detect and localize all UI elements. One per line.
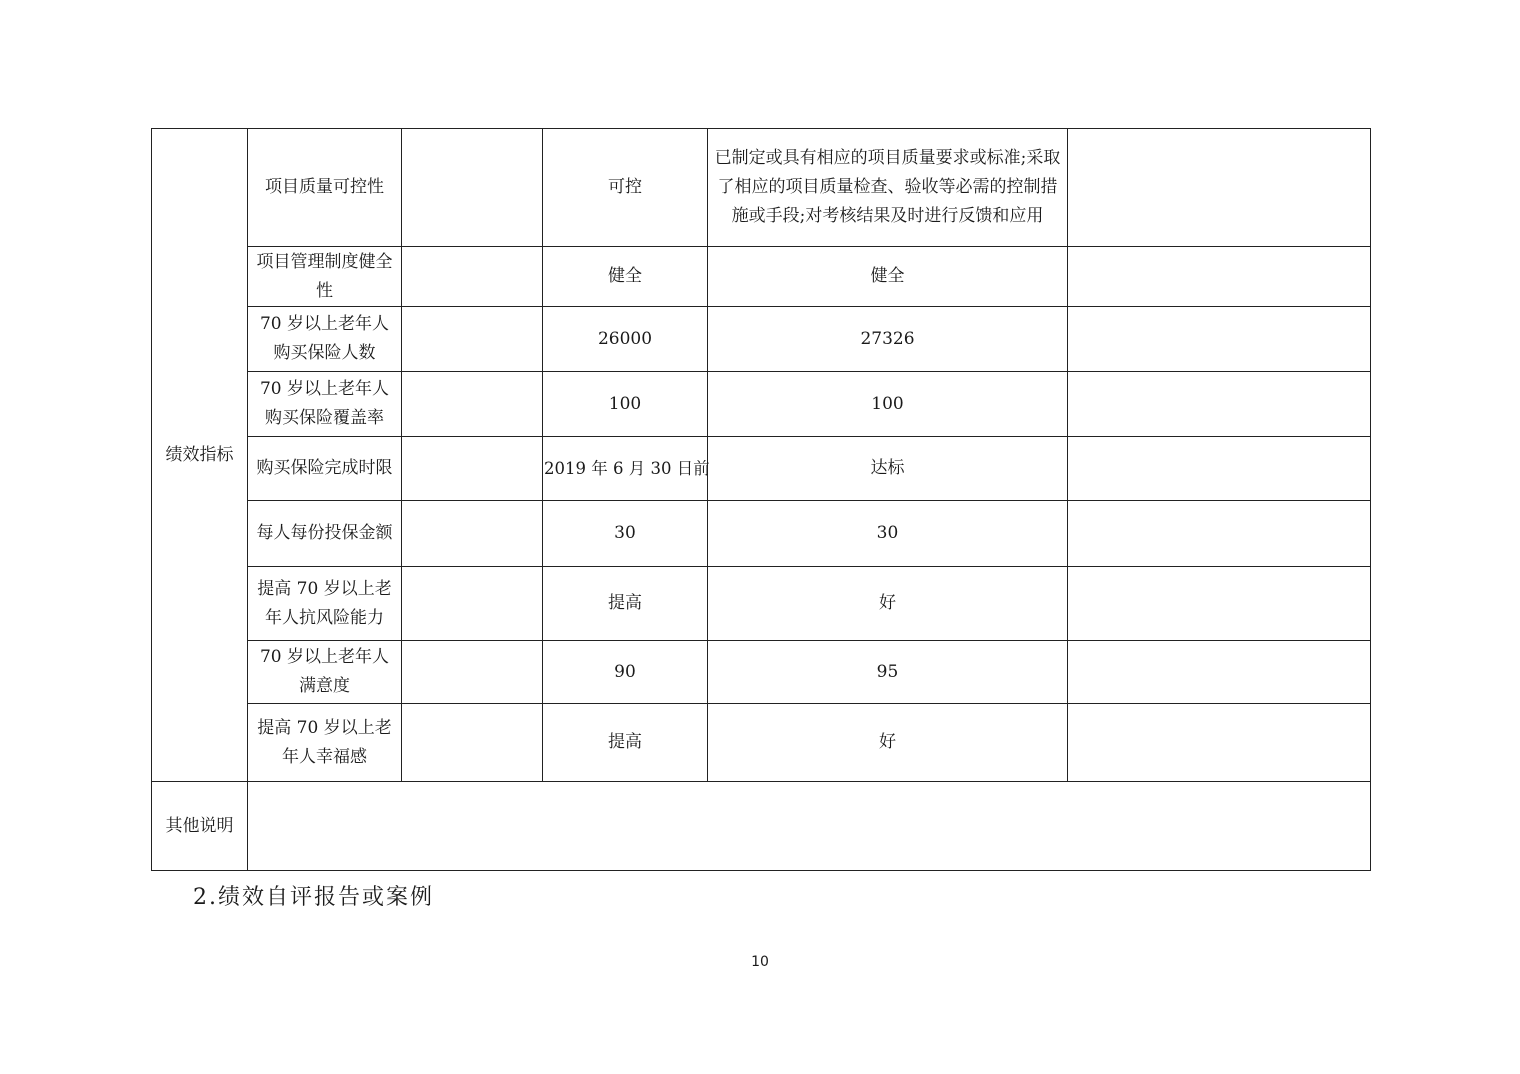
table-row-other [152, 782, 1371, 871]
indicator-cell: 70 岁以上老年人满意度 [248, 641, 402, 704]
note-cell [1068, 501, 1371, 567]
other-value-cell [248, 782, 1371, 871]
actual-cell: 30 [708, 501, 1068, 567]
actual-cell: 100 [708, 372, 1068, 437]
target-cell: 提高 [543, 567, 708, 641]
indicator-cell: 70 岁以上老年人购买保险人数 [248, 307, 402, 372]
blank-cell [402, 567, 543, 641]
other-label-cell: 其他说明 [152, 782, 248, 871]
table-row [152, 437, 1371, 501]
note-cell [1068, 437, 1371, 501]
target-cell: 90 [543, 641, 708, 704]
category-cell: 绩效指标 [152, 129, 248, 782]
actual-cell: 27326 [708, 307, 1068, 372]
section-heading: 2.绩效自评报告或案例 [193, 885, 434, 910]
indicator-cell: 项目管理制度健全性 [248, 247, 402, 307]
table-row [152, 247, 1371, 307]
table-row [152, 372, 1371, 437]
table-row [152, 567, 1371, 641]
indicator-cell: 项目质量可控性 [248, 129, 402, 247]
blank-cell [402, 372, 543, 437]
blank-cell [402, 129, 543, 247]
note-cell [1068, 247, 1371, 307]
table-row [152, 501, 1371, 567]
actual-cell: 好 [708, 704, 1068, 782]
target-cell: 提高 [543, 704, 708, 782]
blank-cell [402, 307, 543, 372]
blank-cell [402, 437, 543, 501]
blank-cell [402, 501, 543, 567]
blank-cell [402, 704, 543, 782]
indicator-cell: 购买保险完成时限 [248, 437, 402, 501]
note-cell [1068, 567, 1371, 641]
table-row [152, 704, 1371, 782]
indicator-cell: 每人每份投保金额 [248, 501, 402, 567]
actual-cell: 95 [708, 641, 1068, 704]
indicator-cell: 70 岁以上老年人购买保险覆盖率 [248, 372, 402, 437]
note-cell [1068, 641, 1371, 704]
indicator-cell: 提高 70 岁以上老年人幸福感 [248, 704, 402, 782]
target-cell: 健全 [543, 247, 708, 307]
blank-cell [402, 247, 543, 307]
blank-cell [402, 641, 543, 704]
actual-cell: 好 [708, 567, 1068, 641]
table-row [152, 641, 1371, 704]
performance-indicator-table [151, 128, 1371, 871]
actual-cell: 已制定或具有相应的项目质量要求或标准;采取了相应的项目质量检查、验收等必需的控制措施或手段;对考核结果及时进行反馈和应用 [708, 129, 1068, 247]
target-cell: 100 [543, 372, 708, 437]
note-cell [1068, 307, 1371, 372]
target-cell: 2019 年 6 月 30 日前 [543, 437, 708, 501]
actual-cell: 达标 [708, 437, 1068, 501]
actual-cell: 健全 [708, 247, 1068, 307]
table-row [152, 307, 1371, 372]
note-cell [1068, 704, 1371, 782]
table-row [152, 129, 1371, 247]
page-number: 10 [751, 954, 769, 970]
note-cell [1068, 372, 1371, 437]
target-cell: 30 [543, 501, 708, 567]
indicator-cell: 提高 70 岁以上老年人抗风险能力 [248, 567, 402, 641]
target-cell: 可控 [543, 129, 708, 247]
target-cell: 26000 [543, 307, 708, 372]
note-cell [1068, 129, 1371, 247]
